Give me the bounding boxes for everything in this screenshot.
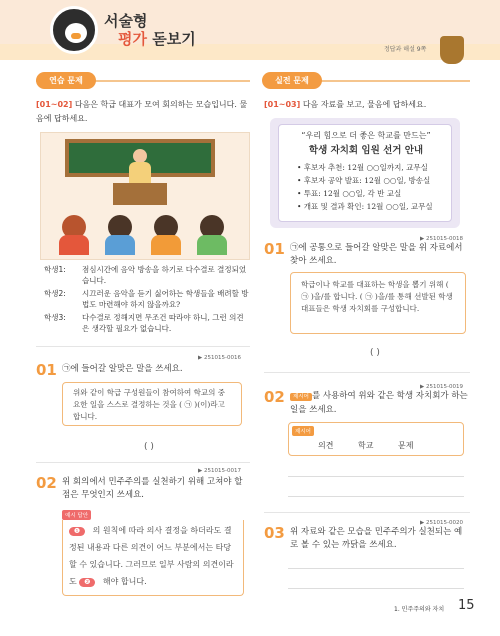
question-text: ㉠에 들어갈 알맞은 말을 쓰세요. bbox=[62, 364, 183, 374]
notice-subtitle: “우리 힘으로 더 좋은 학교를 만드는” bbox=[301, 131, 431, 140]
notice-title: 학생 자치회 임원 선거 안내 bbox=[308, 145, 424, 156]
answer-line[interactable] bbox=[288, 476, 464, 477]
election-notice bbox=[270, 118, 460, 228]
question-number: 02 bbox=[36, 474, 57, 492]
divider bbox=[264, 372, 470, 373]
question-text-body: 를 사용하여 위와 같은 학생 자치회가 하는 일을 쓰세요. bbox=[290, 391, 468, 415]
dialogue-line bbox=[44, 264, 254, 286]
question-text: 위 자료와 같은 모습을 민주주의가 실천되는 예로 볼 수 있는 까닭을 쓰세요. bbox=[290, 527, 463, 550]
question-code: ▶ 251015-0016 bbox=[198, 355, 241, 361]
question-number: 02 bbox=[264, 388, 285, 406]
left-intro bbox=[36, 98, 250, 126]
question-code: ▶ 251015-0017 bbox=[198, 468, 241, 474]
speech: 다수결로 정해지면 무조건 따라야 하니, 그런 의견은 생각할 필요가 없습니다. bbox=[82, 313, 244, 333]
blank-marker-1: ❶ bbox=[69, 527, 85, 536]
question-text bbox=[290, 390, 470, 417]
answer-blank[interactable]: ( ) bbox=[144, 442, 154, 452]
speech: 점심시간에 음악 방송을 하기로 다수결로 결정되었습니다. bbox=[82, 265, 247, 285]
answer-reference: 정답과 해설 9쪽 bbox=[384, 46, 427, 53]
left-column-title: 연습 문제 bbox=[36, 72, 96, 89]
question-text: ㉠에 공통으로 들어갈 알맞은 말을 위 자료에서 찾아 쓰세요. bbox=[290, 243, 463, 266]
answer-line[interactable] bbox=[288, 588, 464, 589]
dialogue-line bbox=[44, 312, 254, 334]
sample-answer-text-b: 해야 합니다. bbox=[102, 577, 147, 586]
keyword-chip: 제시어 bbox=[290, 393, 312, 401]
right-intro-tag: [01~03] bbox=[264, 100, 301, 109]
drum-icon bbox=[440, 36, 464, 64]
notice-item: • 후보자 공약 발표: 12월 ○○일, 방송실 bbox=[297, 176, 431, 185]
question-number: 01 bbox=[264, 240, 285, 258]
left-intro-tag: [01~02] bbox=[36, 100, 73, 109]
question-number: 03 bbox=[264, 524, 285, 542]
left-intro-text: 다음은 학급 대표가 모여 회의하는 모습입니다. 물음에 답하세요. bbox=[36, 100, 248, 123]
sample-answer-box bbox=[62, 520, 244, 596]
page-number: 15 bbox=[458, 598, 475, 613]
keyword-list: 의견 학교 문제 bbox=[318, 441, 414, 450]
student-figure bbox=[151, 215, 181, 255]
answer-line[interactable] bbox=[288, 568, 464, 569]
keyword-box-chip: 제시어 bbox=[292, 426, 314, 436]
penguin-mascot-icon bbox=[50, 6, 98, 54]
question-code: ▶ 251015-0018 bbox=[420, 236, 463, 242]
speaker: 학생3: bbox=[44, 313, 66, 322]
brand-title-line1: 서술형 bbox=[104, 12, 148, 30]
divider bbox=[264, 512, 470, 513]
right-intro-text: 다음 자료를 보고, 물음에 답하세요. bbox=[302, 100, 427, 109]
question-code: ▶ 251015-0019 bbox=[420, 384, 463, 390]
notice-card bbox=[278, 124, 452, 222]
lectern bbox=[113, 183, 167, 205]
question-context-box: 학급이나 학교를 대표하는 학생을 뽑기 위해 ( ㉠ )을/를 합니다. ( ㉠ )을/를 통해 선발된 학생 대표들은 학생 자치회를 구성합니다. bbox=[290, 272, 466, 334]
sample-answer-text-a: 의 원칙에 따라 의사 결정을 하더라도 결정된 내용과 다른 의견이 어느 부분에서는 타당할 수 있습니다. 그러므로 일부 사람의 의견이라도 bbox=[69, 526, 234, 586]
speech: 시끄러운 음악을 듣기 싫어하는 학생들을 배려할 방법도 마련해야 하지 않을까요? bbox=[82, 289, 249, 309]
divider bbox=[36, 462, 250, 463]
student-figure bbox=[105, 215, 135, 255]
brand-title-line2 bbox=[118, 28, 196, 49]
student-figure bbox=[197, 215, 227, 255]
divider bbox=[36, 346, 250, 347]
brand-main: 돋보기 bbox=[152, 30, 196, 48]
speaker: 학생1: bbox=[44, 265, 66, 274]
notice-item: • 투표: 12월 ○○일, 각 반 교실 bbox=[297, 189, 402, 198]
answer-line[interactable] bbox=[288, 496, 464, 497]
classroom-illustration bbox=[40, 132, 250, 260]
question-number: 01 bbox=[36, 361, 57, 379]
student-figure bbox=[59, 215, 89, 255]
speaker: 학생2: bbox=[44, 289, 66, 298]
answer-blank[interactable]: ( ) bbox=[370, 348, 380, 358]
dialogue-line bbox=[44, 288, 254, 310]
notice-item: • 후보자 추천: 12월 ○○일까지, 교무실 bbox=[297, 163, 428, 172]
notice-list bbox=[297, 161, 433, 213]
question-text: 위 회의에서 민주주의를 실천하기 위해 고쳐야 할 점은 무엇인지 쓰세요. bbox=[62, 477, 243, 500]
question-context-box: 위와 같이 학급 구성원들이 참여하여 학교의 중요한 일을 스스로 결정하는 것을 ( ㉠ )(이)라고 합니다. bbox=[62, 382, 242, 426]
right-column-title: 실전 문제 bbox=[262, 72, 322, 89]
sample-answer-chip: 예시 답안 bbox=[62, 510, 91, 520]
question-code: ▶ 251015-0020 bbox=[420, 520, 463, 526]
chapter-label: 1. 민주주의와 자치 bbox=[394, 606, 445, 613]
blank-marker-2: ❷ bbox=[79, 578, 95, 587]
right-intro bbox=[264, 98, 470, 112]
brand-accent: 평가 bbox=[118, 30, 147, 48]
notice-item: • 개표 및 결과 확인: 12월 ○○일, 교무실 bbox=[297, 202, 433, 211]
